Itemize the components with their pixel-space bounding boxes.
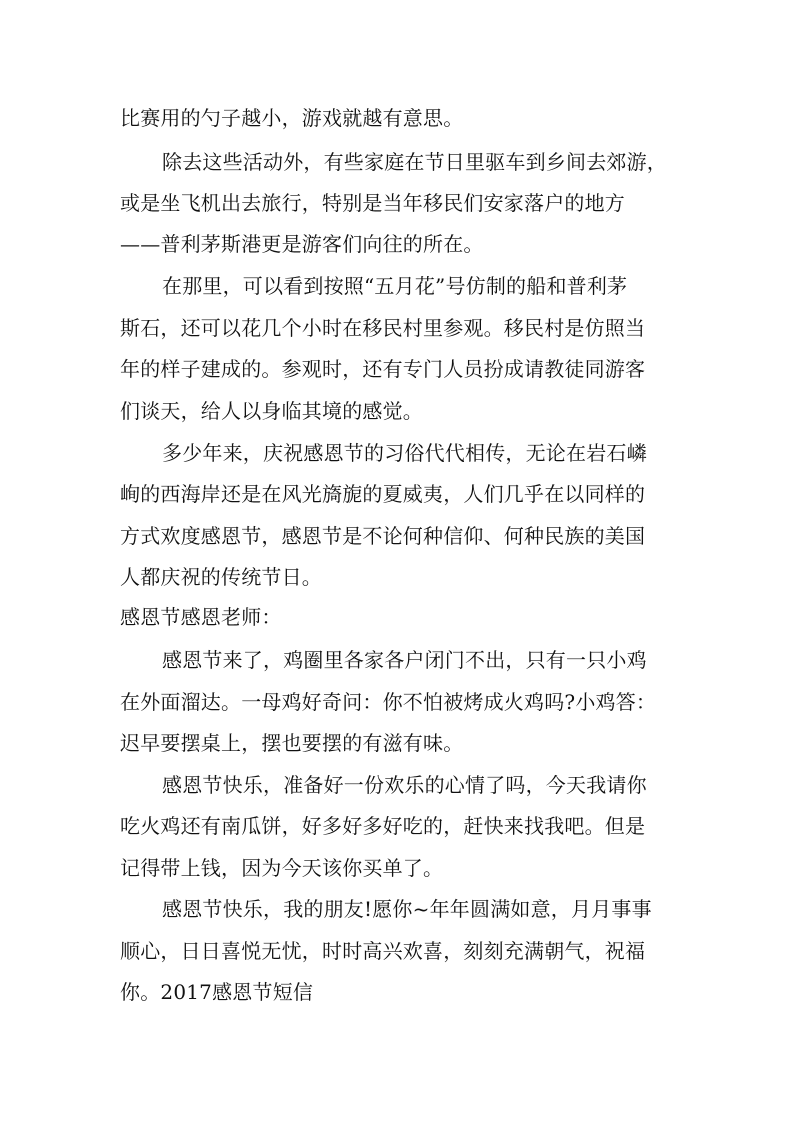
paragraph-line: 峋的西海岸还是在风光旖旎的夏威夷，人们几乎在以同样的 <box>120 482 646 506</box>
paragraph-line: 们谈天，给人以身临其境的感觉。 <box>120 399 423 423</box>
paragraph-line: 除去这些活动外，有些家庭在节日里驱车到乡间去郊游， <box>162 150 667 174</box>
paragraph-line: 感恩节来了，鸡圈里各家各户闭门不出，只有一只小鸡 <box>162 648 647 672</box>
paragraph-line: 斯石，还可以花几个小时在移民村里参观。移民村是仿照当 <box>120 316 646 340</box>
paragraph-line: 迟早要摆桌上，摆也要摆的有滋有味。 <box>120 731 464 755</box>
paragraph-line: 方式欢度感恩节，感恩节是不论何种信仰、何种民族的美国 <box>120 524 646 548</box>
paragraph-line: 比赛用的勺子越小，游戏就越有意思。 <box>120 106 464 130</box>
paragraph-line: 多少年来，庆祝感恩节的习俗代代相传，无论在岩石嶙 <box>162 441 647 465</box>
paragraph-line: 你。2017感恩节短信 <box>120 980 314 1004</box>
paragraph-line: 人都庆祝的传统节日。 <box>120 565 322 589</box>
paragraph-line: 顺心，日日喜悦无忧，时时高兴欢喜，刻刻充满朝气，祝福 <box>120 939 646 963</box>
paragraph-line: ——普利茅斯港更是游客们向往的所在。 <box>120 232 484 256</box>
paragraph-line: 在外面溜达。一母鸡好奇问：你不怕被烤成火鸡吗?小鸡答： <box>120 690 657 714</box>
section-heading: 感恩节感恩老师： <box>120 605 282 629</box>
paragraph-line: 或是坐飞机出去旅行，特别是当年移民们安家落户的地方 <box>120 191 625 215</box>
paragraph-line: 感恩节快乐，我的朋友!愿你~年年圆满如意，月月事事 <box>162 897 652 921</box>
paragraph-line: 吃火鸡还有南瓜饼，好多好多好吃的，赶快来找我吧。但是 <box>120 814 646 838</box>
paragraph-line: 感恩节快乐，准备好一份欢乐的心情了吗，今天我请你 <box>162 773 647 797</box>
paragraph-line: 年的样子建成的。参观时，还有专门人员扮成请教徒同游客 <box>120 357 646 381</box>
paragraph-line: 记得带上钱，因为今天该你买单了。 <box>120 856 444 880</box>
paragraph-line: 在那里，可以看到按照“五月花”号仿制的船和普利茅 <box>162 274 628 298</box>
